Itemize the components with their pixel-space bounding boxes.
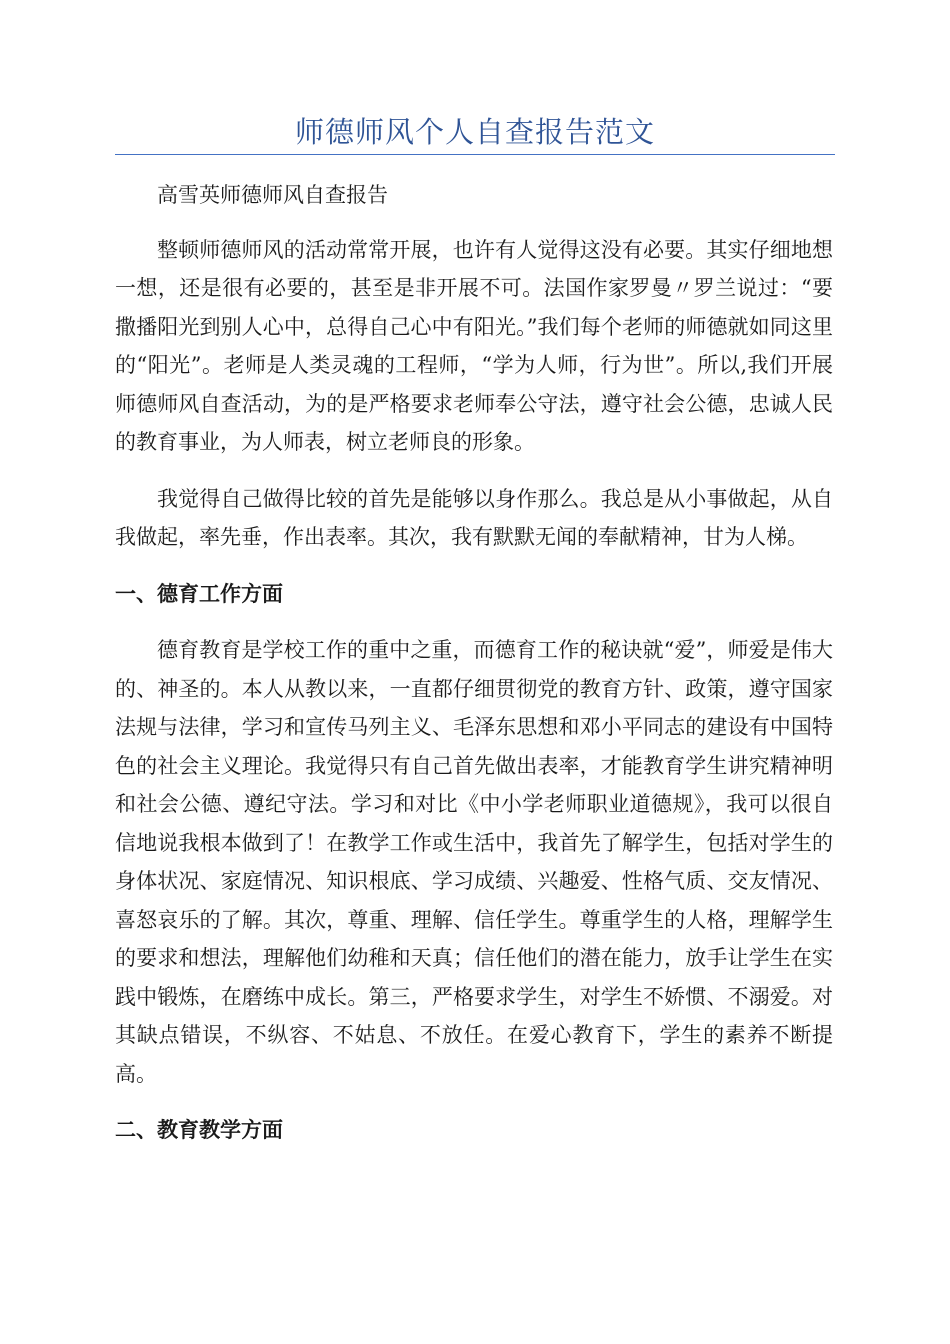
body-paragraph: 我觉得自己做得比较的首先是能够以身作那么。我总是从小事做起，从自我做起，率先垂，作出表率。其次，我有默默无闻的奉献精神，甘为人梯。 — [115, 486, 833, 549]
body-paragraph: 德育教育是学校工作的重中之重，而德育工作的秘诀就“爱”，师爱是伟大的、神圣的。本人从教以来，一直都仔细贯彻党的教育方针、政策，遵守国家法规与法律，学习和宣传马列主义、毛泽东思想和邓小平同志的建设有中国特色的社会主义理论。我觉得只有自己首先做出表率，才能教育学生讲究精神明和社会公德、遵纪守法。学习和对比《中小学老师职业道德规》，我可以很自信地说我根本做到了！在教学工作或生活中，我首先了解学生，包括对学生的身体状况、家庭情况、知识根底、学习成绩、兴趣爱、性格气质、交友情况、喜怒哀乐的了解。其次，尊重、理解、信任学生。尊重学生的人格，理解学生的要求和想法，理解他们幼稚和天真；信任他们的潜在能力，放手让学生在实践中锻炼，在磨练中成长。第三，严格要求学生，对学生不娇惯、不溺爱。对其缺点错误，不纵容、不姑息、不放任。在爱心教育下，学生的素养不断提高。 — [115, 638, 833, 1086]
section-heading-moral-education: 一、德育工作方面 — [115, 580, 283, 606]
title-underline — [115, 154, 835, 155]
report-subtitle: 高雪英师德师风自查报告 — [157, 183, 388, 207]
document-title: 师德师风个人自查报告范文 — [294, 115, 655, 149]
section-heading-teaching: 二、教育教学方面 — [115, 1117, 283, 1142]
body-paragraph: 整顿师德师风的活动常常开展，也许有人觉得这没有必要。其实仔细地想一想，还是很有必要的，甚至是非开展不可。法国作家罗曼〃罗兰说过：“要撒播阳光到别人心中，总得自己心中有阳光。”我们每个老师的师德就如同这里的“阳光”。老师是人类灵魂的工程师，“学为人师，行为世”。所以,我们开展师德师风自查活动，为的是严格要求老师奉公守法，遵守社会公德，忠诚人民的教育事业，为人师表，树立老师良的形象。 — [115, 237, 833, 454]
document-body — [115, 176, 833, 1168]
